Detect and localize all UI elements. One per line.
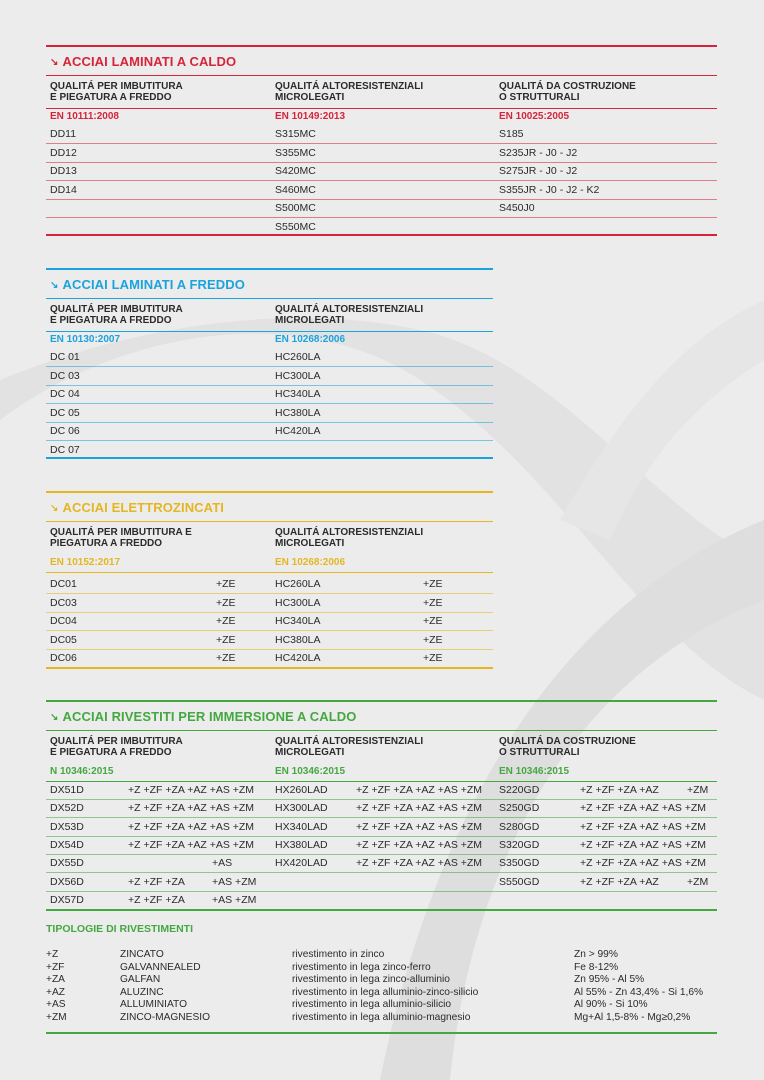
coating-cell: +ZE bbox=[423, 633, 443, 646]
standard-code: EN 10346:2015 bbox=[499, 766, 570, 777]
coating-cell: +ZM bbox=[687, 875, 709, 888]
section-electrogalvanized bbox=[46, 491, 493, 669]
divider bbox=[46, 298, 493, 299]
section-title-text: ACCIAI ELETTROZINCATI bbox=[62, 500, 224, 515]
row-divider bbox=[46, 366, 493, 367]
divider bbox=[46, 108, 717, 109]
standard-code: EN 10268:2006 bbox=[275, 334, 346, 345]
section-bottom-line bbox=[46, 909, 717, 911]
coating-type-desc: rivestimento in lega alluminio-silicio bbox=[292, 999, 452, 1011]
coating-type-desc: rivestimento in lega alluminio-magnesio bbox=[292, 1012, 471, 1023]
section-title bbox=[46, 268, 493, 290]
table-cell: DC 06 bbox=[50, 425, 80, 437]
coating-type-code: +ZA bbox=[46, 974, 65, 986]
section-title-text: ACCIAI RIVESTITI PER IMMERSIONE A CALDO bbox=[62, 709, 357, 724]
coating-type-desc: rivestimento in zinco bbox=[292, 949, 385, 960]
standard-code: EN 10149:2013 bbox=[275, 111, 346, 122]
chevron-down-icon: ↘ bbox=[50, 503, 59, 514]
grade-cell: DC06 bbox=[50, 652, 77, 665]
section-bottom-line bbox=[46, 457, 493, 459]
grade-cell: DX53D bbox=[50, 820, 84, 833]
col-header: QUALITÁ PER IMBUTITURA E PIEGATURA A FREDDO bbox=[50, 304, 183, 326]
col-header: QUALITÁ PER IMBUTITURA E PIEGATURA A FREDDO bbox=[50, 527, 192, 549]
table-cell: S460MC bbox=[275, 183, 316, 196]
section-title bbox=[46, 45, 717, 67]
row-divider bbox=[46, 143, 717, 144]
coating-cell: +ZE bbox=[423, 578, 443, 590]
table-cell: S420MC bbox=[275, 165, 316, 177]
section-title-text: ACCIAI LAMINATI A CALDO bbox=[62, 54, 237, 69]
section-bottom-line bbox=[46, 234, 717, 236]
coating-type-name: ALUZINC bbox=[120, 986, 164, 998]
col-header: QUALITÁ ALTORESISTENZIALI MICROLEGATI bbox=[275, 527, 424, 549]
grade-cell: S320GD bbox=[499, 838, 540, 851]
table-cell: DC 05 bbox=[50, 406, 80, 419]
coating-cell: +Z +ZF +ZA bbox=[128, 893, 185, 906]
table-cell: HC340LA bbox=[275, 388, 321, 400]
chevron-down-icon: ↘ bbox=[50, 57, 59, 68]
grade-cell: HC300LA bbox=[275, 596, 321, 609]
section-coating-types bbox=[46, 921, 717, 1035]
coating-cell: +Z +ZF +ZA +AZ +AS +ZM bbox=[128, 784, 255, 796]
col-header: QUALITÁ ALTORESISTENZIALI MICROLEGATI bbox=[275, 81, 424, 103]
grade-cell: HC340LA bbox=[275, 615, 321, 628]
coating-cell: +AS +ZM bbox=[212, 875, 257, 888]
coating-cell: +Z +ZF +ZA +AZ +AS +ZM bbox=[356, 802, 483, 815]
table-cell: DD12 bbox=[50, 146, 77, 159]
section-hot-dip-coated bbox=[46, 700, 717, 913]
coating-cell: +ZE bbox=[216, 615, 236, 628]
grade-cell: DX57D bbox=[50, 893, 84, 906]
grade-cell: DC01 bbox=[50, 578, 77, 590]
coating-cell: +ZE bbox=[216, 578, 236, 590]
coating-type-code: +ZM bbox=[46, 1012, 67, 1023]
coating-cell: +AS +ZM bbox=[212, 893, 257, 906]
section-top-line bbox=[46, 45, 717, 47]
coating-type-comp: Mg+Al 1,5-8% - Mg≥0,2% bbox=[574, 1012, 691, 1023]
coating-cell: +Z +ZF +ZA +AZ +AS +ZM bbox=[356, 838, 483, 851]
coating-cell: +ZE bbox=[423, 596, 443, 609]
divider bbox=[46, 572, 493, 573]
grade-cell: S220GD bbox=[499, 784, 540, 796]
grade-cell: HX420LAD bbox=[275, 857, 328, 870]
section-cold-rolled bbox=[46, 268, 493, 460]
coating-type-comp: Fe 8-12% bbox=[574, 961, 619, 973]
table-cell: HC260LA bbox=[275, 351, 321, 363]
grade-cell: DC04 bbox=[50, 615, 77, 628]
section-hot-rolled bbox=[46, 45, 717, 237]
table-cell: HC380LA bbox=[275, 406, 321, 419]
row-divider bbox=[46, 217, 717, 218]
section-top-line bbox=[46, 700, 717, 702]
coating-cell: +Z +ZF +ZA bbox=[128, 875, 185, 888]
grade-cell: HX260LAD bbox=[275, 784, 328, 796]
coating-cell: +Z +ZF +ZA +AZ +AS +ZM bbox=[580, 857, 707, 870]
chevron-down-icon: ↘ bbox=[50, 712, 59, 723]
coating-cell: +Z +ZF +ZA +AZ +AS +ZM bbox=[356, 784, 483, 796]
table-cell: S355MC bbox=[275, 146, 316, 159]
coating-type-name: ZINCATO bbox=[120, 949, 164, 960]
coating-type-code: +Z bbox=[46, 949, 59, 960]
grade-cell: HC420LA bbox=[275, 652, 321, 665]
table-cell: S550MC bbox=[275, 220, 316, 233]
coating-type-name: GALFAN bbox=[120, 974, 161, 986]
grade-cell: DX51D bbox=[50, 784, 84, 796]
table-cell: S235JR - J0 - J2 bbox=[499, 146, 578, 159]
table-cell: S500MC bbox=[275, 202, 316, 214]
standard-code: EN 10111:2008 bbox=[50, 111, 119, 122]
coating-cell: +Z +ZF +ZA +AZ bbox=[580, 784, 659, 796]
coating-cell: +ZM bbox=[687, 784, 709, 796]
section-title bbox=[46, 491, 493, 513]
row-divider bbox=[46, 180, 717, 181]
coating-cell: +ZE bbox=[423, 615, 443, 628]
section-title bbox=[46, 700, 717, 722]
grade-cell: HC260LA bbox=[275, 578, 321, 590]
coating-cell: +Z +ZF +ZA +AZ +AS +ZM bbox=[356, 820, 483, 833]
grade-cell: DC05 bbox=[50, 633, 77, 646]
coating-type-name: ZINCO-MAGNESIO bbox=[120, 1012, 210, 1023]
table-cell: DD11 bbox=[50, 128, 77, 140]
table-cell: DC 01 bbox=[50, 351, 80, 363]
table-cell: DC 07 bbox=[50, 443, 80, 456]
coating-type-name: GALVANNEALED bbox=[120, 961, 201, 973]
col-header: QUALITÁ DA COSTRUZIONE O STRUTTURALI bbox=[499, 81, 636, 103]
grade-cell: S280GD bbox=[499, 820, 540, 833]
coating-cell: +ZE bbox=[423, 652, 443, 665]
grade-cell: DC03 bbox=[50, 596, 77, 609]
divider bbox=[46, 75, 717, 76]
coating-cell: +Z +ZF +ZA +AZ +AS +ZM bbox=[128, 802, 255, 815]
coating-cell: +Z +ZF +ZA +AZ bbox=[580, 875, 659, 888]
divider bbox=[46, 331, 493, 332]
row-divider bbox=[46, 403, 493, 404]
coating-cell: +ZE bbox=[216, 596, 236, 609]
divider bbox=[46, 730, 717, 731]
table-cell: DC 03 bbox=[50, 369, 80, 382]
coating-cell: +Z +ZF +ZA +AZ +AS +ZM bbox=[580, 820, 707, 833]
grade-cell: S350GD bbox=[499, 857, 540, 870]
table-cell: HC300LA bbox=[275, 369, 321, 382]
standard-code: EN 10268:2006 bbox=[275, 557, 346, 568]
coating-cell: +ZE bbox=[216, 652, 236, 665]
table-cell: S450J0 bbox=[499, 202, 535, 214]
coating-type-desc: rivestimento in lega zinco-ferro bbox=[292, 961, 431, 973]
coating-type-desc: rivestimento in lega zinco-alluminio bbox=[292, 974, 450, 986]
row-divider bbox=[46, 162, 717, 163]
grade-cell: DX55D bbox=[50, 857, 84, 870]
grade-cell: HX300LAD bbox=[275, 802, 328, 815]
row-divider bbox=[46, 440, 493, 441]
grade-cell: HC380LA bbox=[275, 633, 321, 646]
coating-type-code: +ZF bbox=[46, 961, 65, 973]
grade-cell: S250GD bbox=[499, 802, 540, 815]
grade-cell: DX54D bbox=[50, 838, 84, 851]
coating-cell: +ZE bbox=[216, 633, 236, 646]
standard-code: EN 10152:2017 bbox=[50, 557, 121, 568]
coating-type-comp: Zn 95% - Al 5% bbox=[574, 974, 645, 986]
coating-type-desc: rivestimento in lega alluminio-zinco-silicio bbox=[292, 986, 479, 998]
grade-cell: S550GD bbox=[499, 875, 540, 888]
coating-cell: +Z +ZF +ZA +AZ +AS +ZM bbox=[128, 820, 255, 833]
table-cell: DD14 bbox=[50, 183, 77, 196]
standard-code: EN 10130:2007 bbox=[50, 334, 121, 345]
standard-code: N 10346:2015 bbox=[50, 766, 114, 777]
col-header: QUALITÁ ALTORESISTENZIALI MICROLEGATI bbox=[275, 304, 424, 326]
coating-types-title: TIPOLOGIE DI RIVESTIMENTI bbox=[46, 923, 194, 935]
row-divider bbox=[46, 199, 717, 200]
table-cell: S315MC bbox=[275, 128, 316, 140]
coating-type-code: +AZ bbox=[46, 986, 65, 998]
table-cell: DC 04 bbox=[50, 388, 80, 400]
standard-code: EN 10025:2005 bbox=[499, 111, 570, 122]
table-cell: S275JR - J0 - J2 bbox=[499, 165, 578, 177]
table-cell: DD13 bbox=[50, 165, 77, 177]
table-cell: HC420LA bbox=[275, 425, 321, 437]
row-divider bbox=[46, 385, 493, 386]
coating-cell: +AS bbox=[212, 857, 233, 870]
section-title-text: ACCIAI LAMINATI A FREDDO bbox=[62, 277, 245, 292]
coating-cell: +Z +ZF +ZA +AZ +AS +ZM bbox=[580, 802, 707, 815]
coating-cell: +Z +ZF +ZA +AZ +AS +ZM bbox=[356, 857, 483, 870]
grade-cell: HX380LAD bbox=[275, 838, 328, 851]
grade-cell: DX56D bbox=[50, 875, 84, 888]
col-header: QUALITÁ ALTORESISTENZIALI MICROLEGATI bbox=[275, 736, 424, 758]
coating-type-comp: Al 90% - Si 10% bbox=[574, 999, 648, 1011]
coating-type-name: ALLUMINIATO bbox=[120, 999, 187, 1011]
section-bottom-line bbox=[46, 1032, 717, 1034]
chevron-down-icon: ↘ bbox=[50, 280, 59, 291]
grade-cell: DX52D bbox=[50, 802, 84, 815]
table-cell: S185 bbox=[499, 128, 524, 140]
divider bbox=[46, 521, 493, 522]
col-header: QUALITÁ PER IMBUTITURA E PIEGATURA A FREDDO bbox=[50, 736, 183, 758]
coating-cell: +Z +ZF +ZA +AZ +AS +ZM bbox=[128, 838, 255, 851]
grade-cell: HX340LAD bbox=[275, 820, 328, 833]
section-top-line bbox=[46, 491, 493, 493]
row-divider bbox=[46, 422, 493, 423]
coating-cell: +Z +ZF +ZA +AZ +AS +ZM bbox=[580, 838, 707, 851]
coating-type-code: +AS bbox=[46, 999, 66, 1011]
standard-code: EN 10346:2015 bbox=[275, 766, 346, 777]
section-bottom-line bbox=[46, 667, 493, 669]
col-header: QUALITÁ DA COSTRUZIONE O STRUTTURALI bbox=[499, 736, 636, 758]
section-top-line bbox=[46, 268, 493, 270]
table-cell: S355JR - J0 - J2 - K2 bbox=[499, 183, 600, 196]
coating-type-comp: Al 55% - Zn 43,4% - Si 1,6% bbox=[574, 986, 704, 998]
coating-type-comp: Zn > 99% bbox=[574, 949, 618, 960]
col-header: QUALITÁ PER IMBUTITURA E PIEGATURA A FREDDO bbox=[50, 81, 183, 103]
